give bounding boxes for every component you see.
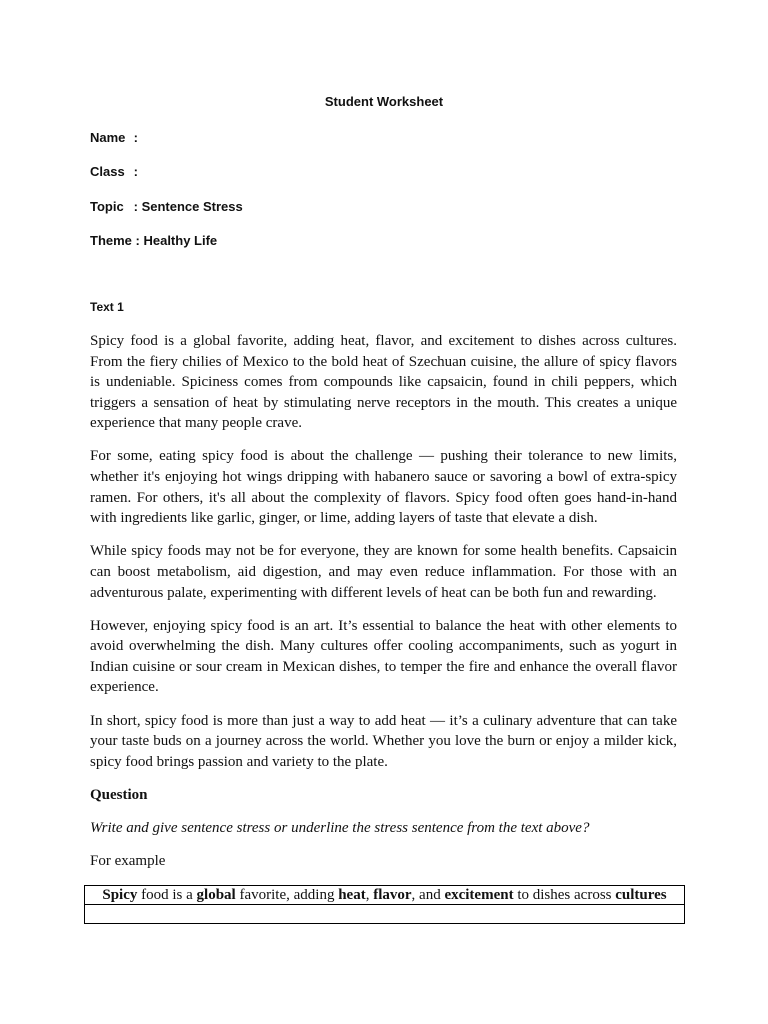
theme-field	[90, 233, 217, 248]
stressed-word: cultures	[615, 887, 667, 903]
stressed-word: flavor	[373, 887, 412, 903]
question-heading: Question	[90, 786, 148, 803]
topic-field	[90, 199, 243, 214]
theme-label: Theme	[90, 233, 132, 248]
example-text: favorite, adding	[235, 887, 339, 903]
paragraph-5: In short, spicy food is more than just a way to add heat — it’s a culinary adventure that can take your taste buds on a journey across the world. Whether you love the burn or enjoy a milder kick, spicy food brings passion and variety to the plate.	[90, 712, 677, 770]
example-text: , and	[411, 887, 445, 903]
name-field	[90, 130, 138, 145]
text-heading: Text 1	[90, 300, 124, 314]
class-separator: :	[130, 164, 138, 179]
topic-label: Topic	[90, 199, 124, 214]
stressed-word: Spicy	[102, 887, 138, 903]
theme-separator: :	[131, 233, 144, 248]
example-text: ,	[365, 887, 374, 903]
paragraph-3: While spicy foods may not be for everyone, they are known for some health benefits. Capsaicin can boost metabolism, aid digestion, and may even reduce inflammation. For those with an adventurous palate, experimenting with different levels of heat can be both fun and rewarding.	[90, 543, 677, 601]
example-text: to dishes across	[513, 887, 616, 903]
class-field	[90, 164, 138, 179]
example-text: food is a	[137, 887, 197, 903]
question-prompt: Write and give sentence stress or underline the stress sentence from the text above?	[90, 819, 590, 836]
stressed-word: global	[196, 887, 236, 903]
answer-cell[interactable]	[85, 905, 685, 924]
example-label: For example	[90, 852, 166, 869]
stressed-word: excitement	[444, 887, 514, 903]
theme-value: Healthy Life	[143, 233, 218, 248]
example-sentence-cell	[85, 886, 685, 905]
answer-row	[85, 905, 685, 924]
text-body	[90, 331, 677, 884]
paragraph-4: However, enjoying spicy food is an art. It’s essential to balance the heat with other elements to avoid overwhelming the dish. Many cultures offer cooling accompaniments, such as yogurt in Indian cuisine or sour cream in Mexican dishes, to temper the fire and enhance the overall flavor experience.	[90, 617, 677, 696]
topic-separator: :	[130, 199, 142, 214]
paragraph-2: For some, eating spicy food is about the challenge — pushing their tolerance to new limits, whether it's enjoying hot wings dripping with habanero sauce or savoring a bowl of extra-spicy ramen. For others, it's all about the complexity of flavors. Spicy food often goes hand-in-hand with ingredients like garlic, ginger, or lime, adding layers of taste that elevate a dish.	[90, 448, 677, 527]
stressed-word: heat	[338, 887, 366, 903]
name-label: Name	[90, 130, 126, 145]
example-table	[84, 885, 685, 924]
paragraph-1: Spicy food is a global favorite, adding heat, flavor, and excitement to dishes across cultures. From the fiery chilies of Mexico to the bold heat of Szechuan cuisine, the allure of spicy flavors is undeniable. Spiciness comes from compounds like capsaicin, found in chili peppers, which triggers a sensation of heat by stimulating nerve receptors in the mouth. This creates a unique experience that many people crave.	[90, 333, 677, 432]
topic-value: Sentence Stress	[141, 199, 243, 214]
name-separator: :	[130, 130, 138, 145]
class-label: Class	[90, 164, 125, 179]
example-row	[85, 886, 685, 905]
worksheet-title: Student Worksheet	[324, 94, 444, 109]
